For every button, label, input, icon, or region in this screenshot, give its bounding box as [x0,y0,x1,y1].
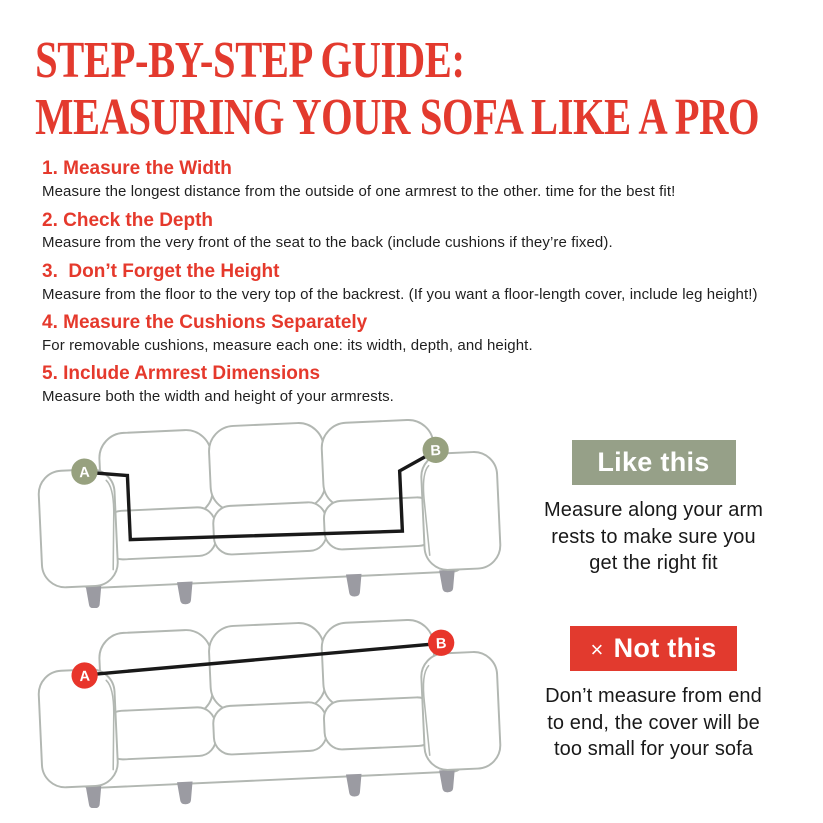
sofa-leg [86,586,103,608]
caption-line: Measure along your arm [544,499,763,521]
back-cushion [321,619,437,710]
step-item-5 [42,363,793,405]
not-panel [512,608,823,763]
caption-line: rests to make sure you [551,525,756,548]
step-body: Measure from the very front of the seat to the back (include cushions if they’re fixed). [42,234,613,252]
step-item-4 [42,312,793,354]
like-this-badge [572,440,736,485]
sofa-correct-illustration [26,408,512,608]
marker-a-letter: A [78,464,91,482]
step-heading: 1. Measure the Width [42,158,232,180]
page-title [0,0,760,156]
not-caption [545,683,762,763]
title-line-1: STEP-BY-STEP GUIDE: [35,32,465,89]
step-item-2 [42,210,793,252]
seat-cushion [213,502,328,556]
step-body: Measure the longest distance from the outside of one armrest to the other. time for the best fit! [42,183,676,201]
sofa-drawing [36,414,502,608]
step-body: Measure from the floor to the very top of the backrest. (If you want a floor-length cover, include leg height!) [42,285,758,303]
step-heading: 3. Don’t Forget the Height [42,260,280,282]
marker-a-letter: A [79,668,91,686]
caption-line: get the right fit [589,552,718,575]
sofa-leg [346,574,363,597]
title-line-2: MEASURING YOUR SOFA LIKE A PRO [35,89,760,147]
right-armrest [420,651,501,771]
steps-section [42,158,793,405]
like-this-badge-label: Like this [597,447,710,477]
back-cushion [208,422,326,513]
marker-b-letter: B [430,442,442,460]
step-item-3 [42,261,793,303]
sofa-drawing [36,614,502,808]
seat-cushion [104,507,217,561]
like-panel [512,408,823,577]
step-heading: 5. Include Armrest Dimensions [42,363,321,385]
not-figure-row [0,608,823,808]
like-figure-row [0,408,823,608]
sofa-leg [86,786,103,808]
caption-line: too small for your sofa [553,738,754,761]
left-armrest [38,468,119,588]
seat-cushion [104,707,217,761]
right-armrest [420,451,501,571]
sofa-correct-wrapper [0,408,512,608]
seat-cushion [323,697,436,751]
back-cushion [208,622,326,713]
not-this-badge [570,626,736,671]
sofa-leg [177,582,194,605]
caption-line: to end, the cover will be [547,711,760,734]
seat-cushion [213,702,328,756]
not-this-badge-label: Not this [613,633,717,663]
figures-section [0,408,823,808]
seat-cushion [323,497,436,551]
step-heading: 4. Measure the Cushions Separately [42,312,368,334]
like-caption [544,497,763,577]
sofa-wrong-illustration [26,608,512,808]
step-body: Measure both the width and height of your armrests. [42,388,394,406]
step-heading: 2. Check the Depth [42,209,214,231]
step-body: For removable cushions, measure each one: its width, depth, and height. [42,336,533,354]
sofa-leg [439,770,456,793]
step-item-1 [42,158,793,200]
back-cushion [321,419,437,510]
x-icon: × [590,636,604,662]
sofa-leg [439,570,456,593]
sofa-leg [177,782,194,805]
caption-line: Don’t measure from end [545,685,762,707]
marker-b-letter: B [435,635,447,653]
sofa-leg [346,774,363,797]
sofa-wrong-wrapper [0,608,512,808]
